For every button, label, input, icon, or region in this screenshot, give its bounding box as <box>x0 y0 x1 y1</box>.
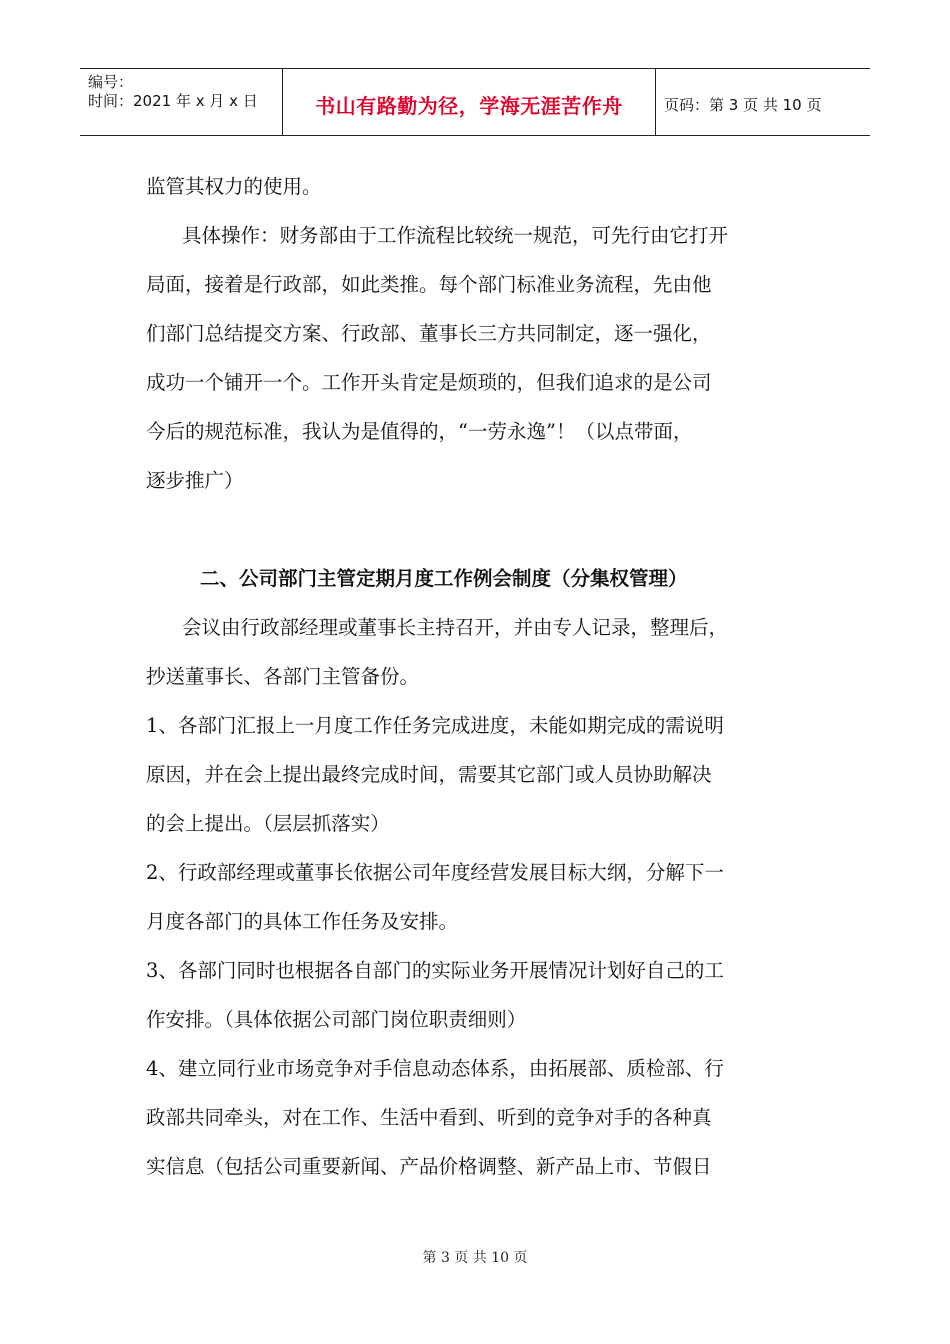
paragraph-line: 抄送董事长、各部门主管备份。 <box>146 665 420 688</box>
header-motto-cell <box>283 69 656 135</box>
time-label: 时间：2021 年 x 月 x 日 <box>88 92 258 110</box>
page-footer <box>0 1247 950 1267</box>
list-item-line: 作安排。（具体依据公司部门岗位职责细则） <box>146 1008 527 1031</box>
list-item-line: 政部共同牵头，对在工作、生活中看到、听到的竞争对手的各种真 <box>146 1106 712 1129</box>
number-label: 编号： <box>88 73 134 91</box>
motto-text: 书山有路勤为径，学海无涯苦作舟 <box>315 93 623 118</box>
paragraph-line: 监管其权力的使用。 <box>146 175 322 198</box>
list-item-line: 月度各部门的具体工作任务及安排。 <box>146 910 459 933</box>
paragraph-line: 局面，接着是行政部，如此类推。每个部门标准业务流程，先由他 <box>146 273 712 296</box>
blank-line <box>146 505 806 554</box>
list-item-line: 3、各部门同时也根据各自部门的实际业务开展情况计划好自己的工 <box>146 959 724 982</box>
paragraph-line: 会议由行政部经理或董事长主持召开，并由专人记录，整理后， <box>182 616 729 639</box>
list-item-line: 实信息（包括公司重要新闻、产品价格调整、新产品上市、节假日 <box>146 1155 712 1178</box>
list-item-line: 的会上提出。（层层抓落实） <box>146 812 390 835</box>
paragraph-line: 具体操作：财务部由于工作流程比较统一规范，可先行由它打开 <box>182 224 729 247</box>
section-heading: 二、公司部门主管定期月度工作例会制度（分集权管理） <box>200 567 688 590</box>
footer-page-number: 第 3 页 共 10 页 <box>422 1250 528 1266</box>
list-item-line: 4、建立同行业市场竞争对手信息动态体系，由拓展部、质检部、行 <box>146 1057 724 1080</box>
document-header <box>80 68 870 136</box>
list-item-line: 2、行政部经理或董事长依据公司年度经营发展目标大纲，分解下一 <box>146 861 724 884</box>
paragraph-line: 们部门总结提交方案、行政部、董事长三方共同制定，逐一强化， <box>146 322 712 345</box>
header-meta <box>80 69 283 135</box>
list-item-line: 原因，并在会上提出最终完成时间，需要其它部门或人员协助解决 <box>146 763 712 786</box>
paragraph-line: 逐步推广） <box>146 469 244 492</box>
header-page-info <box>656 69 870 135</box>
document-body <box>146 162 806 1191</box>
list-item-line: 1、各部门汇报上一月度工作任务完成进度，未能如期完成的需说明 <box>146 714 724 737</box>
page-info-text: 页码：第 3 页 共 10 页 <box>664 95 822 114</box>
paragraph-line: 成功一个铺开一个。工作开头肯定是烦琐的，但我们追求的是公司 <box>146 371 712 394</box>
paragraph-line: 今后的规范标准，我认为是值得的，“一劳永逸”！（以点带面， <box>146 420 693 443</box>
